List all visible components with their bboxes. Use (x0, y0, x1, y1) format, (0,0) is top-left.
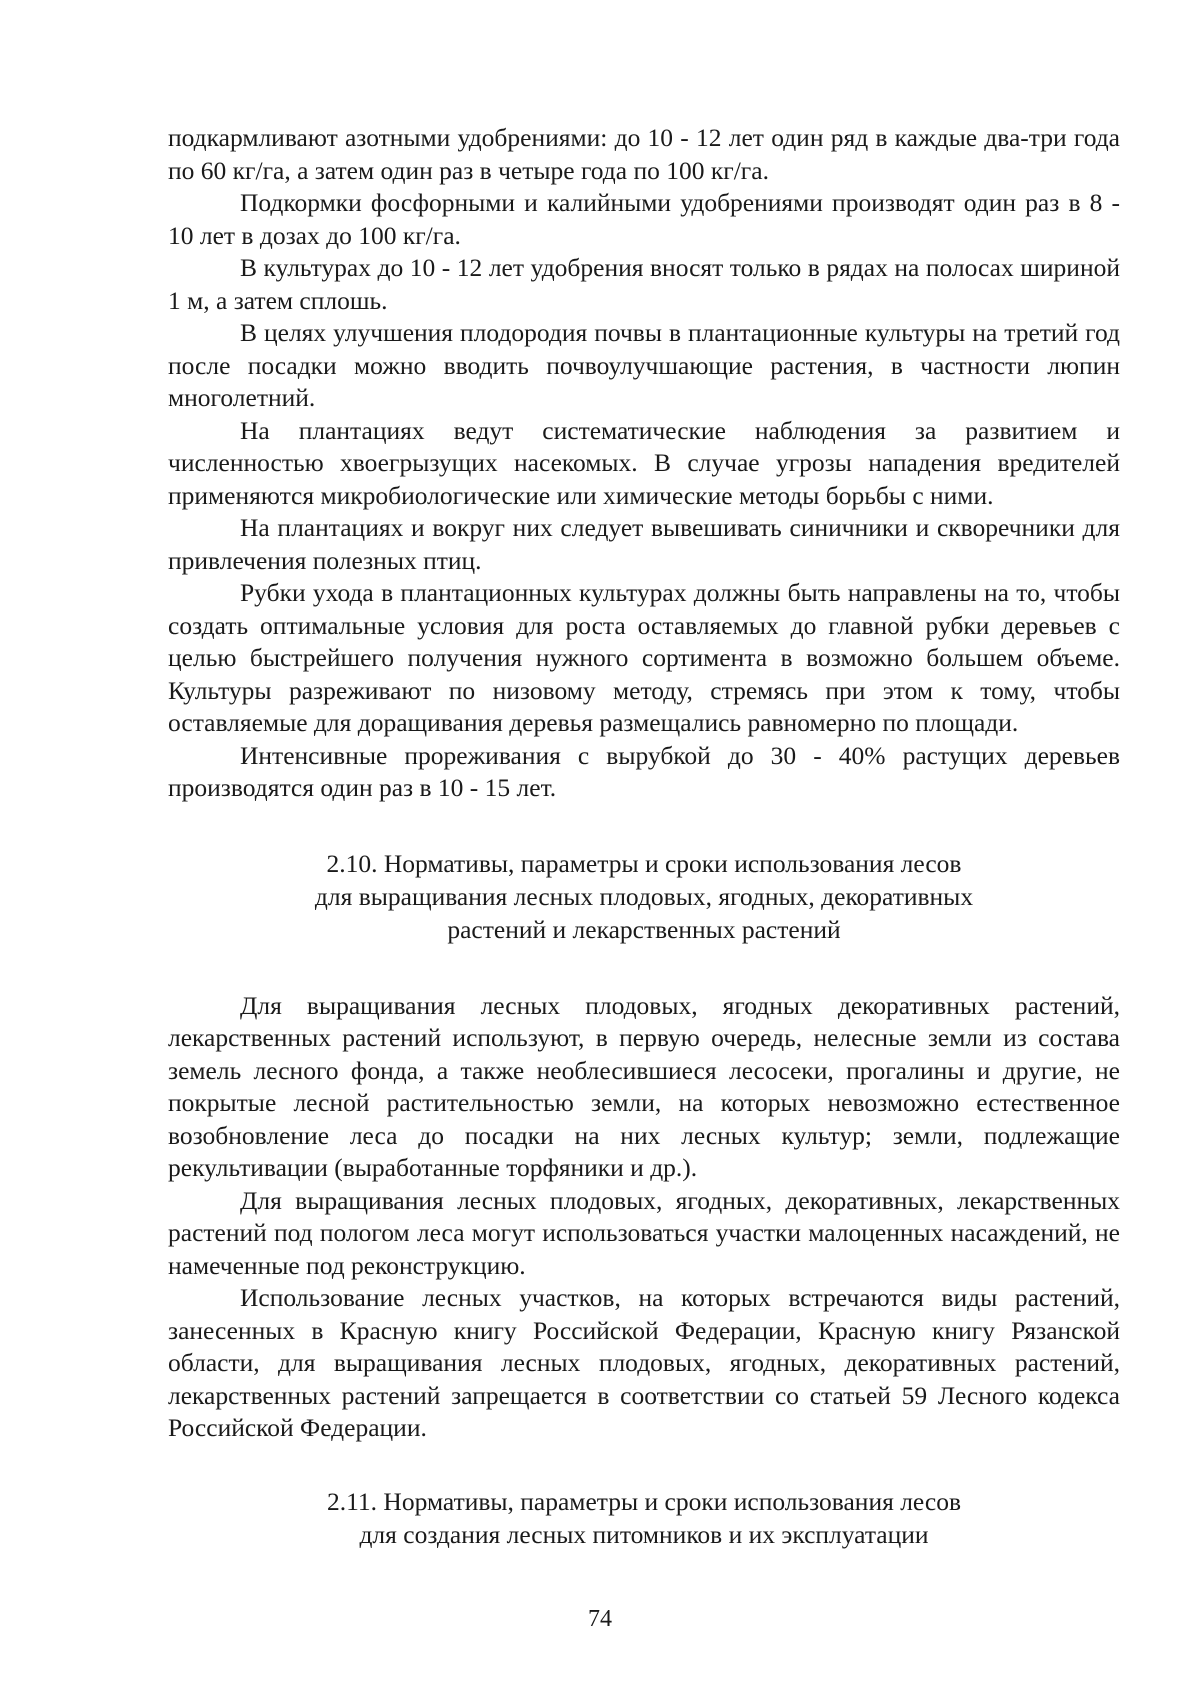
page-number: 74 (588, 1606, 612, 1632)
section-heading-2-10 (168, 847, 1120, 946)
paragraph-pest-monitoring: На плантациях ведут систематические наблюдения за развитием и численностью хвоегрызущих насекомых. В случае угрозы нападения вредителей применяются микробиологические или химические методы борьбы с ними. (168, 415, 1120, 510)
paragraph-fertilizing-rows: В культурах до 10 - 12 лет удобрения вносят только в рядах на полосах шириной 1 м, а затем сплошь. (168, 253, 1120, 315)
paragraph-red-book: Использование лесных участков, на которых встречаются виды растений, занесенных в Красную книгу Российской Федерации, Красную книгу Рязанской области, для выращивания лесных плодовых, ягодных, декоративных растений, лекарственных растений запрещается в соответствии со статьей 59 Лесного кодекса Российской Федерации. (168, 1283, 1120, 1442)
section-heading-line: растений и лекарственных растений (447, 914, 841, 944)
section-heading-line: 2.11. Нормативы, параметры и сроки использования лесов (326, 1486, 961, 1516)
section-heading-2-11 (168, 1485, 1120, 1551)
paragraph-thinning: Рубки ухода в плантационных культурах должны быть направлены на то, чтобы создать оптимальные условия для роста оставляемых до главной рубки деревьев с целью быстрейшего получения нужного сортимента в возможно большем объеме. Культуры разреживают по низовому методу, стремясь при этом к тому, чтобы оставляемые для доращивания деревья размещались равномерно по площади. (168, 578, 1120, 737)
section-heading-line: для выращивания лесных плодовых, ягодных, декоративных (314, 881, 974, 911)
document-page (168, 122, 1120, 1551)
paragraph-fertilizing-phosphorus: Подкормки фосфорными и калийными удобрениями производят один раз в 8 - 10 лет в дозах до 100 кг/га. (168, 188, 1120, 250)
section-heading-line: для создания лесных питомников и их эксплуатации (359, 1519, 929, 1549)
paragraph-under-canopy: Для выращивания лесных плодовых, ягодных, декоративных, лекарственных растений под пологом леса могут использоваться участки малоценных насаждений, не намеченные под реконструкцию. (168, 1185, 1120, 1280)
paragraph-land-use: Для выращивания лесных плодовых, ягодных декоративных растений, лекарственных растений используют, в первую очередь, нелесные земли из состава земель лесного фонда, а также необлесившиеся лесосеки, прогалины и другие, не покрытые лесной растительностью земли, на которых невозможно естественное возобновление леса до посадки на них лесных культур; земли, подлежащие рекультивации (выработанные торфяники и др.). (168, 990, 1120, 1182)
section-heading-line: 2.10. Нормативы, параметры и сроки использования лесов (326, 848, 962, 878)
paragraph-soil-improvement: В целях улучшения плодородия почвы в плантационные культуры на третий год после посадки можно вводить почвоулучшающие растения, в частности люпин многолетний. (168, 318, 1120, 412)
paragraph-fertilizing-nitrogen: подкармливают азотными удобрениями: до 10 - 12 лет один ряд в каждые два-три года по 60 кг/га, а затем один раз в четыре года по 100 кг/га. (168, 123, 1120, 185)
paragraph-intensive-thinning: Интенсивные прореживания с вырубкой до 30 - 40% растущих деревьев производятся один раз в 10 - 15 лет. (168, 740, 1120, 802)
paragraph-bird-houses: На плантациях и вокруг них следует вывешивать синичники и скворечники для привлечения полезных птиц. (168, 513, 1120, 575)
